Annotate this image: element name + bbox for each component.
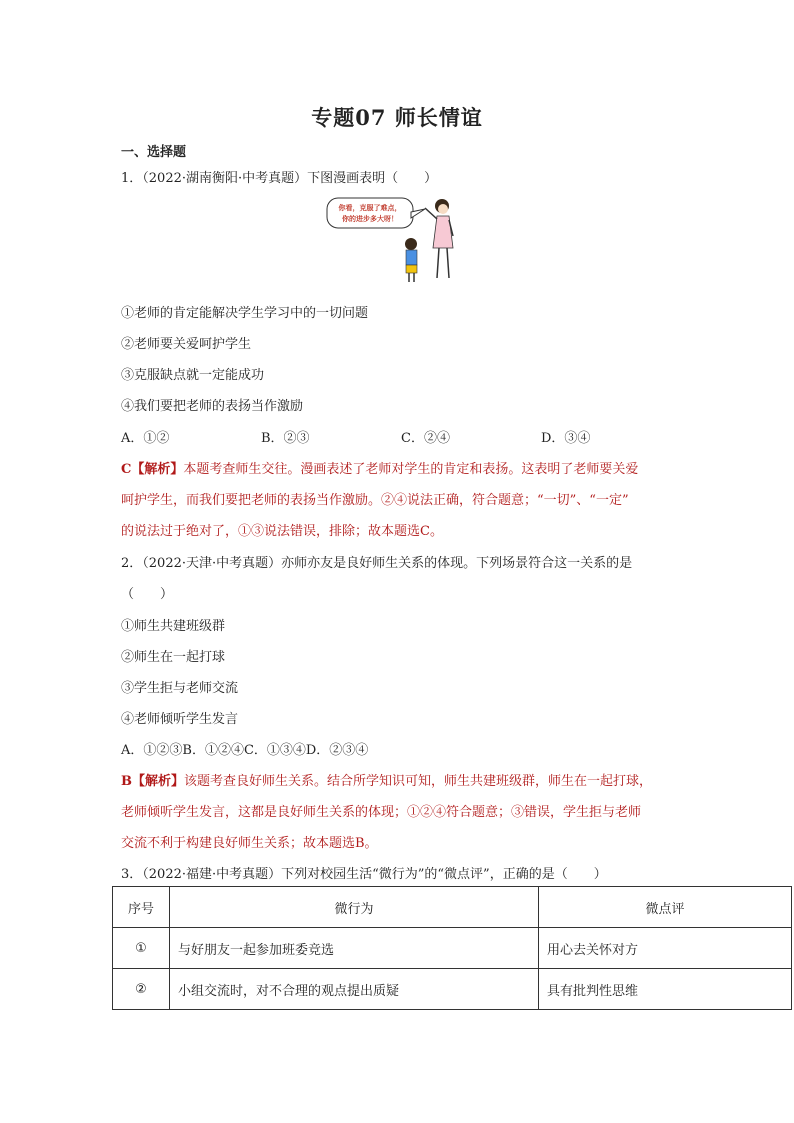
q2-analysis-line-2: 老师倾听学生发言，这都是良好师生关系的体现；①②④符合题意；③错误，学生拒与老师	[121, 805, 642, 820]
q1-option-d: D．③④	[541, 431, 591, 446]
q2-item-2: ②师生在一起打球	[121, 650, 226, 665]
q1-item-3: ③克服缺点就一定能成功	[121, 368, 265, 383]
bubble-line-2: 你的进步多大呀！	[342, 214, 398, 223]
q2-options: A．①②③B．①②④C．①③④D．②③④	[121, 743, 369, 758]
q1-options	[121, 427, 681, 446]
q2-stem-line-2: （ ）	[121, 587, 174, 602]
q2-item-3: ③学生拒与老师交流	[121, 681, 239, 696]
q2-analysis-line-3: 交流不利于构建良好师生关系；故本题选B。	[121, 836, 378, 851]
q3-stem: 3．（2022·福建·中考真题）下列对校园生活“微行为”的“微点评”，正确的是（ ）	[121, 867, 607, 882]
row-comment: 具有批判性思维	[539, 969, 792, 1010]
row-index: ①	[113, 928, 170, 969]
q1-analysis-line-2: 呵护学生，而我们要把老师的表扬当作激励。②④说法正确，符合题意；“一切”、“一定”	[121, 493, 629, 508]
q2-item-4: ④老师倾听学生发言	[121, 712, 239, 727]
q1-stem: 1．（2022·湖南衡阳·中考真题）下图漫画表明（ ）	[121, 171, 438, 186]
q1-answer-tag: C【解析】	[121, 462, 184, 477]
page-title: 专题07 师长情谊	[311, 105, 483, 130]
q2-analysis-line-1: B【解析】该题考查良好师生关系。结合所学知识可知，师生共建班级群，师生在一起打球，	[121, 774, 653, 789]
table-header-row	[113, 887, 792, 928]
q1-analysis-line-1: C【解析】本题考查师生交往。漫画表述了老师对学生的肯定和表扬。这表明了老师要关爱	[121, 462, 639, 477]
row-behavior: 小组交流时，对不合理的观点提出质疑	[170, 969, 539, 1010]
q1-option-a: A．①②	[121, 431, 170, 446]
q1-option-b: B．②③	[261, 431, 310, 446]
q1-item-2: ②老师要关爱呵护学生	[121, 337, 252, 352]
q2-answer-tag: B【解析】	[121, 774, 184, 789]
bubble-line-1: 你看，克服了难点，	[338, 203, 402, 212]
table-row	[113, 969, 792, 1010]
section-heading: 一、选择题	[121, 145, 187, 160]
row-comment: 用心去关怀对方	[539, 928, 792, 969]
table-row	[113, 928, 792, 969]
q2-stem-line-1: 2．（2022·天津·中考真题）亦师亦友是良好师生关系的体现。下列场景符合这一关系的是	[121, 556, 633, 571]
q1-item-1: ①老师的肯定能解决学生学习中的一切问题	[121, 306, 369, 321]
header-index: 序号	[113, 887, 170, 928]
q1-analysis-line-3: 的说法过于绝对了，①③说法错误，排除；故本题选C。	[121, 524, 443, 539]
header-behavior: 微行为	[170, 887, 539, 928]
q1-option-c: C．②④	[401, 431, 450, 446]
q1-item-4: ④我们要把老师的表扬当作激励	[121, 399, 304, 414]
header-comment: 微点评	[539, 887, 792, 928]
q3-table	[112, 886, 792, 1010]
row-index: ②	[113, 969, 170, 1010]
row-behavior: 与好朋友一起参加班委竞选	[170, 928, 539, 969]
q2-item-1: ①师生共建班级群	[121, 619, 226, 634]
teacher-student-cartoon	[325, 192, 485, 288]
